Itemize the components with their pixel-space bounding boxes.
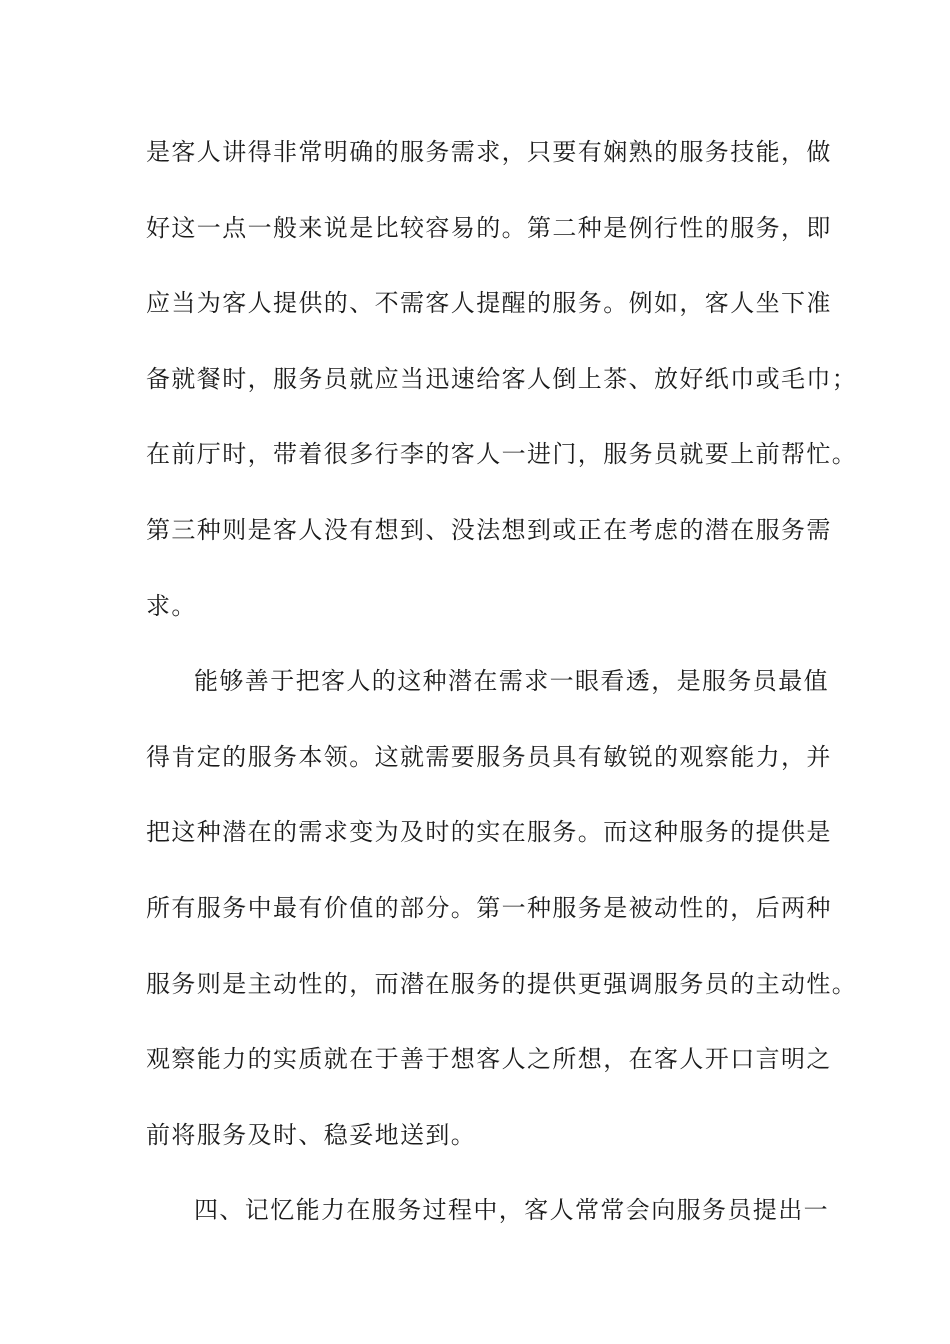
text-line: 观察能力的实质就在于善于想客人之所想，在客人开口言明之 [146, 1045, 832, 1074]
paragraph-first-line: 能够善于把客人的这种潜在需求一眼看透，是服务员最值 [194, 667, 829, 696]
text-line: 第三种则是客人没有想到、没法想到或正在考虑的潜在服务需 [146, 515, 832, 544]
text-line: 服务则是主动性的，而潜在服务的提供更强调服务员的主动性。 [146, 969, 858, 998]
paragraph-first-line: 四、记忆能力在服务过程中，客人常常会向服务员提出一 [194, 1196, 829, 1225]
text-line: 是客人讲得非常明确的服务需求，只要有娴熟的服务技能，做 [146, 138, 832, 166]
text-line: 在前厅时，带着很多行李的客人一进门，服务员就要上前帮忙。 [146, 440, 858, 469]
text-line: 好这一点一般来说是比较容易的。第二种是例行性的服务，即 [146, 213, 832, 242]
text-line: 应当为客人提供的、不需客人提醒的服务。例如，客人坐下准 [146, 289, 832, 318]
text-line: 把这种潜在的需求变为及时的实在服务。而这种服务的提供是 [146, 818, 832, 847]
body-text [146, 132, 858, 1266]
text-line: 备就餐时，服务员就应当迅速给客人倒上茶、放好纸巾或毛巾； [146, 364, 858, 393]
text-line: 得肯定的服务本领。这就需要服务员具有敏锐的观察能力，并 [146, 742, 832, 771]
text-line: 前将服务及时、稳妥地送到。 [146, 1120, 477, 1149]
text-line: 求。 [146, 591, 197, 620]
text-line: 所有服务中最有价值的部分。第一种服务是被动性的，后两种 [146, 893, 832, 922]
